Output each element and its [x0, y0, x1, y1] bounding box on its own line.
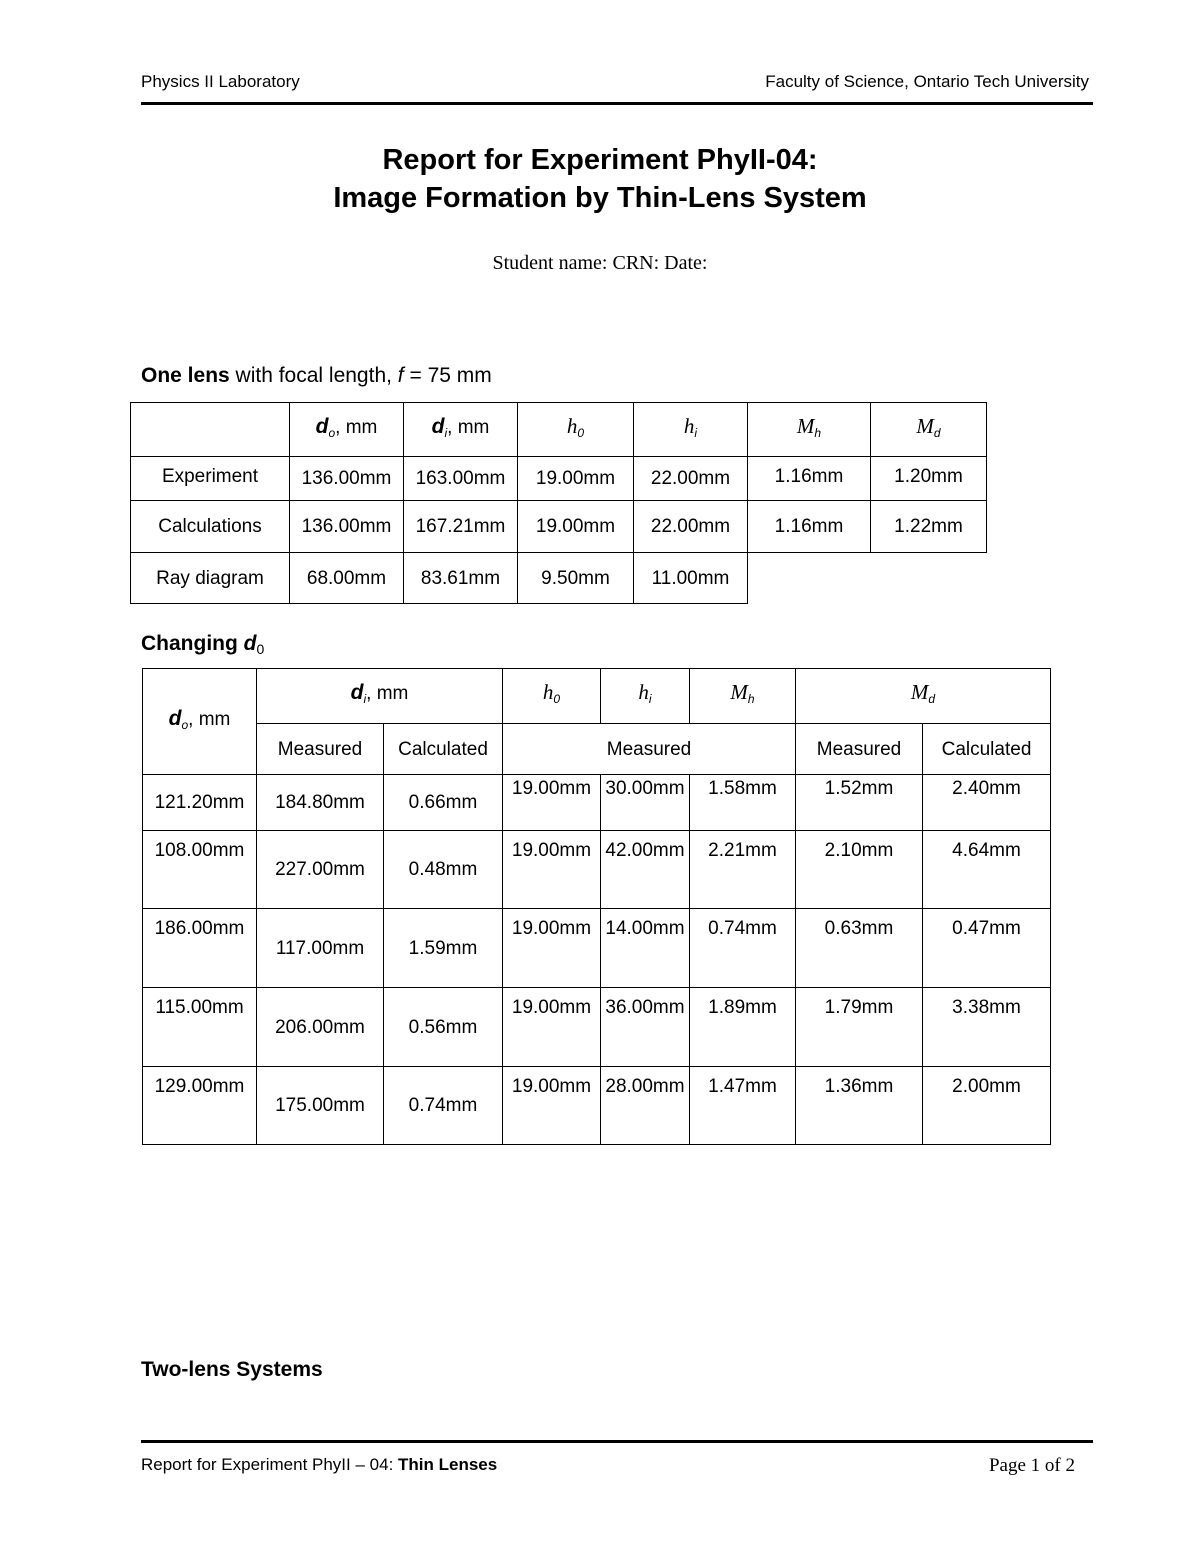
table1-header-row: [131, 403, 987, 457]
table2-header-hi: $h_i$: [601, 669, 690, 724]
mh-cell: 2.21mm: [690, 831, 796, 909]
di-measured-cell: 206.00mm: [257, 988, 384, 1067]
table2-header-mh: $M_h$: [690, 669, 796, 724]
page-header: [141, 70, 1093, 105]
section-one-lens-text: with focal length,: [229, 364, 398, 387]
table1-corner-cell: [131, 403, 290, 457]
row-label: Calculations: [131, 501, 290, 553]
title-line-1: Report for Experiment PhyII-04:: [382, 144, 818, 176]
table-cell: 167.21mm: [404, 501, 518, 553]
student-info-line: Student name: CRN: Date:: [492, 252, 708, 274]
section-one-lens-heading: [141, 364, 492, 388]
ho-cell: 19.00mm: [503, 1067, 601, 1145]
page-number: Page 1 of 2: [988, 1455, 1075, 1476]
table2-header-md: $M_d$: [796, 669, 1051, 724]
di-calculated-header: Calculated: [384, 724, 503, 775]
section-two-lens-heading: Two-lens Systems: [141, 1358, 323, 1381]
header-faculty: Faculty of Science, Ontario Tech University: [765, 72, 1089, 91]
md-measured-cell: 1.79mm: [796, 988, 923, 1067]
mh-cell: 1.47mm: [690, 1067, 796, 1145]
di-measured-cell: 117.00mm: [257, 909, 384, 988]
row-label: Experiment: [131, 457, 290, 501]
table-row: [143, 775, 1051, 831]
do-cell: 129.00mm: [143, 1067, 257, 1145]
do-cell: 186.00mm: [143, 909, 257, 988]
hi-cell: 14.00mm: [601, 909, 690, 988]
di-calculated-cell: 0.66mm: [384, 775, 503, 831]
md-measured-cell: 0.63mm: [796, 909, 923, 988]
focal-length-symbol: f: [397, 364, 404, 387]
table1-header-md: $M_d$: [871, 403, 987, 457]
hi-cell: 30.00mm: [601, 775, 690, 831]
ho-cell: 19.00mm: [503, 775, 601, 831]
do-subscript: 0: [256, 641, 265, 657]
md-calculated-cell: 2.00mm: [923, 1067, 1051, 1145]
table-row: [143, 1067, 1051, 1145]
table-cell: 136.00mm: [290, 457, 404, 501]
table-cell: 9.50mm: [518, 553, 634, 604]
table1-header-hi: $h_i$: [634, 403, 748, 457]
mh-cell: 0.74mm: [690, 909, 796, 988]
section-changing-do-heading: [141, 632, 264, 657]
di-calculated-cell: 1.59mm: [384, 909, 503, 988]
md-measured-cell: 2.10mm: [796, 831, 923, 909]
hi-cell: 42.00mm: [601, 831, 690, 909]
table-cell: 68.00mm: [290, 553, 404, 604]
table-row: [131, 501, 987, 553]
di-measured-header: Measured: [257, 724, 384, 775]
table1-header-ho: $h_0$: [518, 403, 634, 457]
table-cell: 136.00mm: [290, 501, 404, 553]
hi-cell: 36.00mm: [601, 988, 690, 1067]
changing-do-table: [142, 668, 1051, 1145]
ho-cell: 19.00mm: [503, 988, 601, 1067]
table-row: [143, 988, 1051, 1067]
table-cell: 1.20mm: [871, 457, 987, 501]
ho-cell: 19.00mm: [503, 909, 601, 988]
di-calculated-cell: 0.48mm: [384, 831, 503, 909]
do-symbol: d: [243, 632, 257, 655]
table-cell: 11.00mm: [634, 553, 748, 604]
one-lens-table: [130, 402, 987, 604]
md-measured-header: Measured: [796, 724, 923, 775]
table2-header-row-1: [143, 669, 1051, 724]
table-row: [131, 553, 987, 604]
md-calculated-cell: 0.47mm: [923, 909, 1051, 988]
measured-span-header: Measured: [503, 724, 796, 775]
page-footer: [141, 1440, 1093, 1476]
empty-cell: [748, 553, 871, 604]
row-label: Ray diagram: [131, 553, 290, 604]
md-calculated-cell: 3.38mm: [923, 988, 1051, 1067]
di-measured-cell: 175.00mm: [257, 1067, 384, 1145]
md-calculated-cell: 4.64mm: [923, 831, 1051, 909]
footer-report-title: [141, 1455, 497, 1475]
title-line-2: Image Formation by Thin-Lens System: [333, 182, 867, 214]
table-row: [143, 831, 1051, 909]
mh-cell: 1.89mm: [690, 988, 796, 1067]
table-cell: 22.00mm: [634, 457, 748, 501]
md-measured-cell: 1.52mm: [796, 775, 923, 831]
section-changing-do-bold: Changing: [141, 632, 244, 655]
table2-header-ho: $h_0$: [503, 669, 601, 724]
section-one-lens-bold: One lens: [141, 364, 230, 387]
md-calculated-header: Calculated: [923, 724, 1051, 775]
table-cell: 1.22mm: [871, 501, 987, 553]
di-measured-cell: 227.00mm: [257, 831, 384, 909]
report-title: [0, 141, 1200, 217]
do-cell: 108.00mm: [143, 831, 257, 909]
table-row: [131, 457, 987, 501]
di-calculated-cell: 0.74mm: [384, 1067, 503, 1145]
table1-header-do: $d_o$, mm: [290, 403, 404, 457]
footer-prefix: Report for Experiment PhyII – 04:: [141, 1455, 399, 1474]
table1-header-mh: $M_h$: [748, 403, 871, 457]
table-cell: 1.16mm: [748, 501, 871, 553]
do-cell: 121.20mm: [143, 775, 257, 831]
ho-cell: 19.00mm: [503, 831, 601, 909]
table-cell: 19.00mm: [518, 457, 634, 501]
table2-header-di: $d_i$, mm: [257, 669, 503, 724]
table-row: [143, 909, 1051, 988]
di-calculated-cell: 0.56mm: [384, 988, 503, 1067]
focal-length-value: = 75 mm: [403, 364, 492, 387]
table-cell: 22.00mm: [634, 501, 748, 553]
footer-bold: Thin Lenses: [398, 1455, 498, 1474]
table-cell: 19.00mm: [518, 501, 634, 553]
table-cell: 163.00mm: [404, 457, 518, 501]
header-course: Physics II Laboratory: [141, 72, 300, 91]
table1-header-di: $d_i$, mm: [404, 403, 518, 457]
mh-cell: 1.58mm: [690, 775, 796, 831]
do-cell: 115.00mm: [143, 988, 257, 1067]
table-cell: 83.61mm: [404, 553, 518, 604]
md-calculated-cell: 2.40mm: [923, 775, 1051, 831]
md-measured-cell: 1.36mm: [796, 1067, 923, 1145]
table-cell: 1.16mm: [748, 457, 871, 501]
hi-cell: 28.00mm: [601, 1067, 690, 1145]
table2-header-row-2: [143, 724, 1051, 775]
empty-cell: [871, 553, 987, 604]
table2-header-do: $d_o$, mm: [143, 669, 257, 775]
di-measured-cell: 184.80mm: [257, 775, 384, 831]
